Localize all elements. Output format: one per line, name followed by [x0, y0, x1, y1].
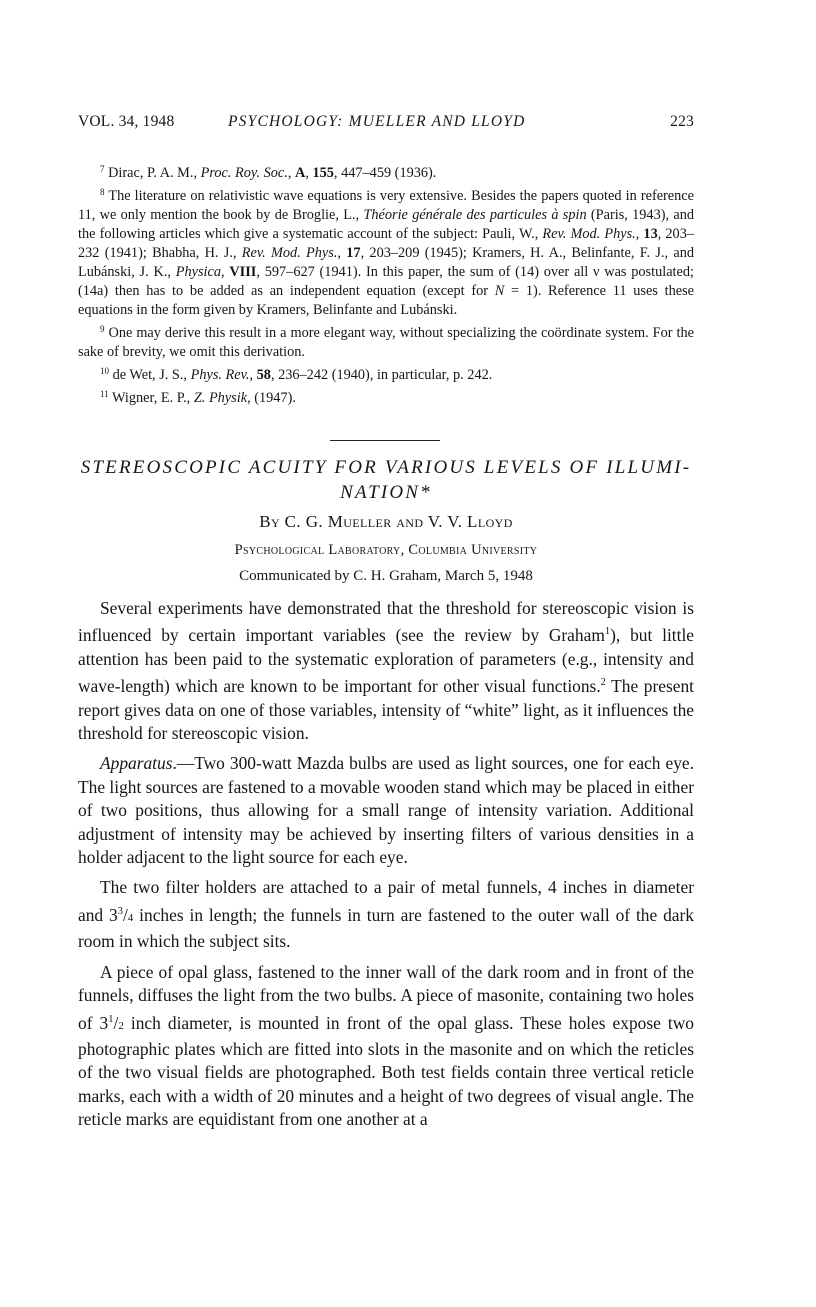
reference-marker: 1: [604, 626, 611, 638]
author-affiliation: Psychological Laboratory, Columbia University: [234, 542, 538, 558]
footnote-number: 8: [100, 187, 105, 197]
fraction-denominator: 2: [118, 1019, 124, 1032]
book-title: Théorie générale des particules à spin: [363, 207, 587, 223]
section-heading-apparatus: Apparatus: [100, 753, 173, 774]
article-body: [78, 597, 694, 1139]
volume-number: 17: [346, 245, 361, 261]
journal-name: Z. Physik: [193, 390, 248, 406]
article-title: [78, 455, 694, 505]
footnote-number: 11: [100, 389, 109, 399]
paragraph-apparatus: [78, 752, 694, 869]
fraction-numerator: 1: [108, 1013, 114, 1025]
article-title-line-2: NATION*: [340, 482, 432, 503]
footnote-text: Wigner, E. P.,: [108, 390, 194, 406]
journal-name: Rev. Mod. Phys.: [542, 226, 636, 242]
communicated-by: Communicated by C. H. Graham, March 5, 1948: [239, 568, 533, 584]
volume-number: 155: [312, 165, 334, 181]
footnote-text: , 203–232 (1941); Bhabha, H. J.,: [78, 226, 695, 261]
journal-name: Proc. Roy. Soc.: [200, 165, 288, 181]
footnote-text: , 203–209 (1945); Kramers, H. A., Belinfante, F. J., and Lubánski, J. K.,: [78, 245, 695, 280]
article-title-line-1: STEREOSCOPIC ACUITY FOR VARIOUS LEVELS OF ILLUMI-: [80, 457, 692, 478]
page-number: 223: [670, 113, 694, 130]
volume-label: VOL. 34, 1948: [78, 113, 175, 130]
body-text: The two filter holders are attached to a pair of metal funnels, 4 inches in diameter and 3: [78, 877, 694, 925]
body-text: A piece of opal glass, fastened to the inner wall of the dark room and in front of the funnels, diffuses the light from the two bulbs. A piece of masonite, containing two holes of 3: [78, 961, 694, 1033]
paragraph-intro: [78, 597, 694, 745]
fraction-slash: /: [113, 1012, 119, 1033]
body-text: The present report gives data on one of those variables, intensity of “white” light, as it influences the threshold for stereoscopic vision.: [78, 676, 694, 744]
volume-number: VIII: [229, 264, 257, 280]
footnote-text: (Paris, 1943), and the following articles which give a systematic account of the subject: Pauli, W.,: [78, 207, 694, 242]
journal-name: Physica: [175, 264, 221, 280]
series-letter: A: [294, 165, 306, 181]
footnote-text: , 597–627 (1941). In this paper, the sum of (14) over all ν was postulated; (14a) then has to be added as an independent equation (except for: [78, 264, 694, 299]
footnote-text: ,: [287, 165, 295, 181]
footnote-number: 10: [100, 366, 109, 376]
footnote-9: [78, 320, 694, 362]
paragraph-opal-glass: [78, 961, 694, 1132]
footnote-text: , 236–242 (1940), in particular, p. 242.: [270, 367, 493, 383]
body-text: ), but little attention has been paid to the systematic exploration of parameters (e.g., intensity and wave-length) which are known to be important for other visual functions.: [78, 625, 694, 697]
journal-name: Phys. Rev.: [190, 367, 250, 383]
footnote-text: ,: [635, 226, 644, 242]
volume-number: 58: [256, 367, 271, 383]
footnote-text: The literature on relativistic wave equations is very extensive. Besides the papers quoted in reference 11, we only mention the book by de Broglie, L.,: [78, 188, 694, 223]
footnote-text: , (1947).: [247, 390, 296, 406]
footnote-text: ,: [220, 264, 230, 280]
article-authors: By C. G. Mueller and V. V. Lloyd: [259, 512, 513, 531]
footnotes: [78, 160, 694, 408]
footnote-text: One may derive this result in a more elegant way, without specializing the coördinate system. For the sake of brevity, we omit this derivation.: [78, 325, 694, 360]
body-text: inches in length; the funnels in turn are fastened to the outer wall of the dark room in which the subject sits.: [78, 904, 695, 952]
footnote-number: 7: [100, 164, 105, 174]
volume-number: 13: [643, 226, 658, 242]
fraction-numerator: 3: [117, 905, 123, 917]
footnote-text: ,: [305, 165, 313, 181]
running-title: PSYCHOLOGY: MUELLER AND LLOYD: [228, 113, 526, 130]
section-divider: [330, 440, 440, 441]
math-symbol: N: [494, 283, 505, 299]
footnote-text: ,: [337, 245, 347, 261]
footnote-text: ,: [249, 367, 257, 383]
footnote-text: = 1). Reference 11 uses these equations in the form given by Kramers, Belinfante and Lubánski.: [78, 283, 694, 318]
fraction-denominator: 4: [127, 911, 134, 924]
footnote-7: [78, 160, 694, 183]
journal-name: Rev. Mod. Phys.: [241, 245, 338, 261]
footnote-text: , 447–459 (1936).: [333, 165, 437, 181]
reference-marker: 2: [600, 677, 606, 689]
fraction-slash: /: [122, 904, 128, 925]
paragraph-filter-holders: [78, 876, 694, 953]
footnote-number: 9: [100, 324, 105, 334]
footnote-text: Dirac, P. A. M.,: [104, 165, 201, 181]
footnote-text: de Wet, J. S.,: [109, 367, 191, 383]
running-header: [78, 113, 694, 135]
footnote-10: [78, 362, 694, 385]
body-text: Several experiments have demonstrated that the threshold for stereoscopic vision is influenced by certain important variables (see the review by Graham: [78, 598, 694, 646]
footnote-11: [78, 385, 694, 408]
body-text: .—Two 300-watt Mazda bulbs are used as light sources, one for each eye. The light sources are fastened to a movable wooden stand which may be placed in either of two positions, thus allowing for a small range of intensity variation. Additional adjustment of intensity may be achieved by inserting filters of various densities in a holder adjacent to the light source for each eye.: [78, 753, 694, 868]
footnote-8: [78, 183, 694, 320]
body-text: inch diameter, is mounted in front of the opal glass. These holes expose two photographic plates which are fitted into slots in the masonite and on which the reticles of the two visual fields are photographed. Both test fields contain three vertical reticle marks, each with a width of 20 minutes and a height of two degrees of visual angle. The reticle marks are equidistant from one another at a: [78, 1012, 694, 1130]
